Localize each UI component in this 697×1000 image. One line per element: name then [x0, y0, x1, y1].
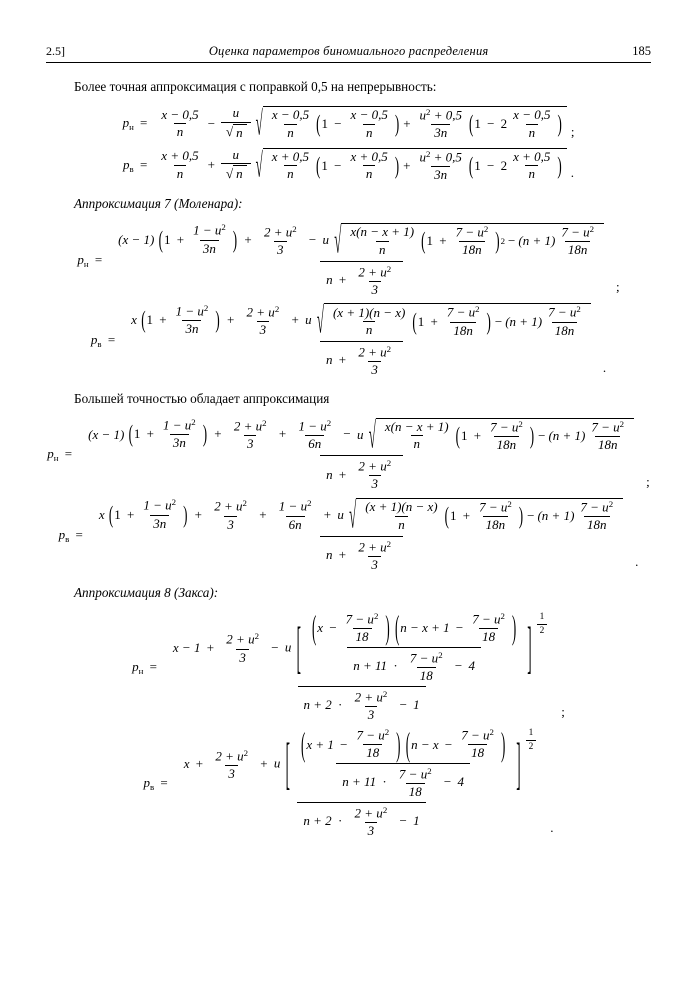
equation-1: $p_н$ = $\frac{x - 0,5}{n}$ − u √ n √ $\frac{x - 0,5}{n}$ ( 1 − $\frac{x - 0,5}{n}$ ) + $\frac{u^2 + 0,5}{3n}$ ( 1 − 2 $\frac{x - 0,5}{n}$ ) ; $p_в$ = $\frac{x + 0,5}{n}$ + u √ n √ $\frac{x + 0,5}{n}$ ( 1 − $\frac{x + 0,5}{n}$ ) + $\frac{u^2 + 0,5}{3n}$ ( 1 − 2 $\frac{x + 0,5}{n}$ ) .	[122, 102, 575, 184]
fraction: u √ n	[221, 148, 251, 183]
section-number: 2.5]	[46, 44, 65, 58]
equation-1-lhs: $p_н$ =	[122, 115, 148, 133]
fraction: u √ n	[221, 106, 251, 141]
bracket-group: [ ( x − $\frac{7 - u^2}{18}$ ) ( n − x + 1 − $\frac{7 - u^2}{18}$ ) n + 11 · $\frac{7 - u^2}{18}$ − 4 ] $\frac{1}{2}$	[295, 612, 551, 683]
paragraph-1: Более точная аппроксимация с поправкой 0,5 на непрерывность:	[74, 79, 437, 94]
running-title: Оценка параметров биномиального распределения	[208, 44, 489, 58]
fraction: (x − 1) ( 1 + $\frac{1 - u^2}{3n}$ ) + $\frac{2 + u^2}{3}$ + $\frac{1 - u^2}{6n}$ − u √ $\frac{x(n - x + 1)}{n}$ ( 1 + $\frac{7 - u^2}{18n}$ ) − (n + 1) $\frac{7 - u^2}{18n}$ n + $\frac{2 + u^2}{3}$	[82, 418, 641, 492]
fraction: (x − 1) ( 1 + $\frac{1 - u^2}{3n}$ ) + $\frac{2 + u^2}{3}$ − u √ $\frac{x(n - x + 1)}{n}$ ( 1 + $\frac{7 - u^2}{18n}$ ) 2 − (n + 1) $\frac{7 - u^2}{18n}$ n + $\frac{2 + u^2}{3}$	[112, 223, 611, 297]
page-content	[46, 78, 651, 850]
square-root: √ $\frac{x - 0,5}{n}$ ( 1 − $\frac{x - 0,5}{n}$ ) + $\frac{u^2 + 0,5}{3n}$ ( 1 − 2 $\frac{x - 0,5}{n}$ )	[256, 106, 567, 142]
paragraph-3: Большей точностью обладает аппроксимация	[74, 390, 330, 406]
equation-5: $p_н$ = (x − 1) ( 1 + $\frac{1 - u^2}{3n}$ ) + $\frac{2 + u^2}{3}$ + $\frac{1 - u^2}{6n}$ − u √ $\frac{x(n - x + 1)}{n}$ ( 1 + $\frac{7 - u^2}{18n}$ ) − (n + 1) $\frac{7 - u^2}{18n}$ n + $\frac{2 + u^2}{3}$ ; $p_в$ = x ( 1 + $\frac{1 - u^2}{3n}$ ) + $\frac{2 + u^2}{3}$ + $\frac{1 - u^2}{6n}$ + u √ $\frac{(x + 1)(n - x)}{n}$ ( 1 + $\frac{7 - u^2}{18n}$ ) − (n + 1) $\frac{7 - u^2}{18n}$ n + $\frac{2 + u^2}{3}$ .	[47, 413, 650, 572]
paragraph-4: Аппроксимация 8 (Закса):	[74, 585, 219, 601]
running-head	[46, 44, 651, 59]
equation-7: $p_н$ = x − 1 + $\frac{2 + u^2}{3}$ − u [ ( x − $\frac{7 - u^2}{18}$ ) ( n − x + 1 − $\frac{7 - u^2}{18}$ ) n + 11 · $\frac{7 - u^2}{18}$ − 4 ] $\frac{1}{2}$ n + 2 · $\frac{2 + u^2}{3}$ − 1 ; $p_в$ = x + $\frac{2 + u^2}{3}$ + u [ ( x + 1 − $\frac{7 - u^2}{18}$ ) ( n − x − $\frac{7 - u^2}{18}$ ) n + 11 · $\frac{7 - u^2}{18}$ − 4 ] $\frac{1}{2}$ n + 2 · $\frac{2 + u^2}{3}$ − 1 .	[132, 607, 565, 838]
fraction: x ( 1 + $\frac{1 - u^2}{3n}$ ) + $\frac{2 + u^2}{3}$ + $\frac{1 - u^2}{6n}$ + u √ $\frac{(x + 1)(n - x)}{n}$ ( 1 + $\frac{7 - u^2}{18n}$ ) − (n + 1) $\frac{7 - u^2}{18n}$ n + $\frac{2 + u^2}{3}$	[93, 498, 630, 572]
fraction: $\frac{x - 0,5}{n}$	[161, 106, 199, 140]
square-root: √ $\frac{x + 0,5}{n}$ ( 1 − $\frac{x + 0,5}{n}$ ) + $\frac{u^2 + 0,5}{3n}$ ( 1 − 2 $\frac{x + 0,5}{n}$ )	[256, 148, 567, 184]
fraction: x − 1 + $\frac{2 + u^2}{3}$ − u [ ( x − $\frac{7 - u^2}{18}$ ) ( n − x + 1 − $\frac{7 - u^2}{18}$ ) n + 11 · $\frac{7 - u^2}{18}$ − 4 ] $\frac{1}{2}$ n + 2 · $\frac{2 + u^2}{3}$ − 1	[167, 612, 556, 722]
header-rule	[46, 62, 651, 63]
page-number: 185	[632, 44, 651, 58]
bracket-group: [ ( x + 1 − $\frac{7 - u^2}{18}$ ) ( n − x − $\frac{7 - u^2}{18}$ ) n + 11 · $\frac{7 - u^2}{18}$ − 4 ] $\frac{1}{2}$	[284, 728, 540, 799]
fraction: x ( 1 + $\frac{1 - u^2}{3n}$ ) + $\frac{2 + u^2}{3}$ + u √ $\frac{(x + 1)(n - x)}{n}$ ( 1 + $\frac{7 - u^2}{18n}$ ) − (n + 1) $\frac{7 - u^2}{18n}$ n + $\frac{2 + u^2}{3}$	[125, 303, 598, 377]
fraction: $\frac{x + 0,5}{n}$	[161, 148, 199, 181]
equation-3: $p_н$ = (x − 1) ( 1 + $\frac{1 - u^2}{3n}$ ) + $\frac{2 + u^2}{3}$ − u √ $\frac{x(n - x + 1)}{n}$ ( 1 + $\frac{7 - u^2}{18n}$ ) 2 − (n + 1) $\frac{7 - u^2}{18n}$ n + $\frac{2 + u^2}{3}$ ; $p_в$ = x ( 1 + $\frac{1 - u^2}{3n}$ ) + $\frac{2 + u^2}{3}$ + u √ $\frac{(x + 1)(n - x)}{n}$ ( 1 + $\frac{7 - u^2}{18n}$ ) − (n + 1) $\frac{7 - u^2}{18n}$ n + $\frac{2 + u^2}{3}$ .	[77, 218, 620, 378]
fraction: x + $\frac{2 + u^2}{3}$ + u [ ( x + 1 − $\frac{7 - u^2}{18}$ ) ( n − x − $\frac{7 - u^2}{18}$ ) n + 11 · $\frac{7 - u^2}{18}$ − 4 ] $\frac{1}{2}$ n + 2 · $\frac{2 + u^2}{3}$ − 1	[178, 728, 546, 838]
paragraph-2: Аппроксимация 7 (Моленара):	[74, 196, 243, 212]
equation-2-lhs: $p_в$ =	[123, 156, 148, 174]
